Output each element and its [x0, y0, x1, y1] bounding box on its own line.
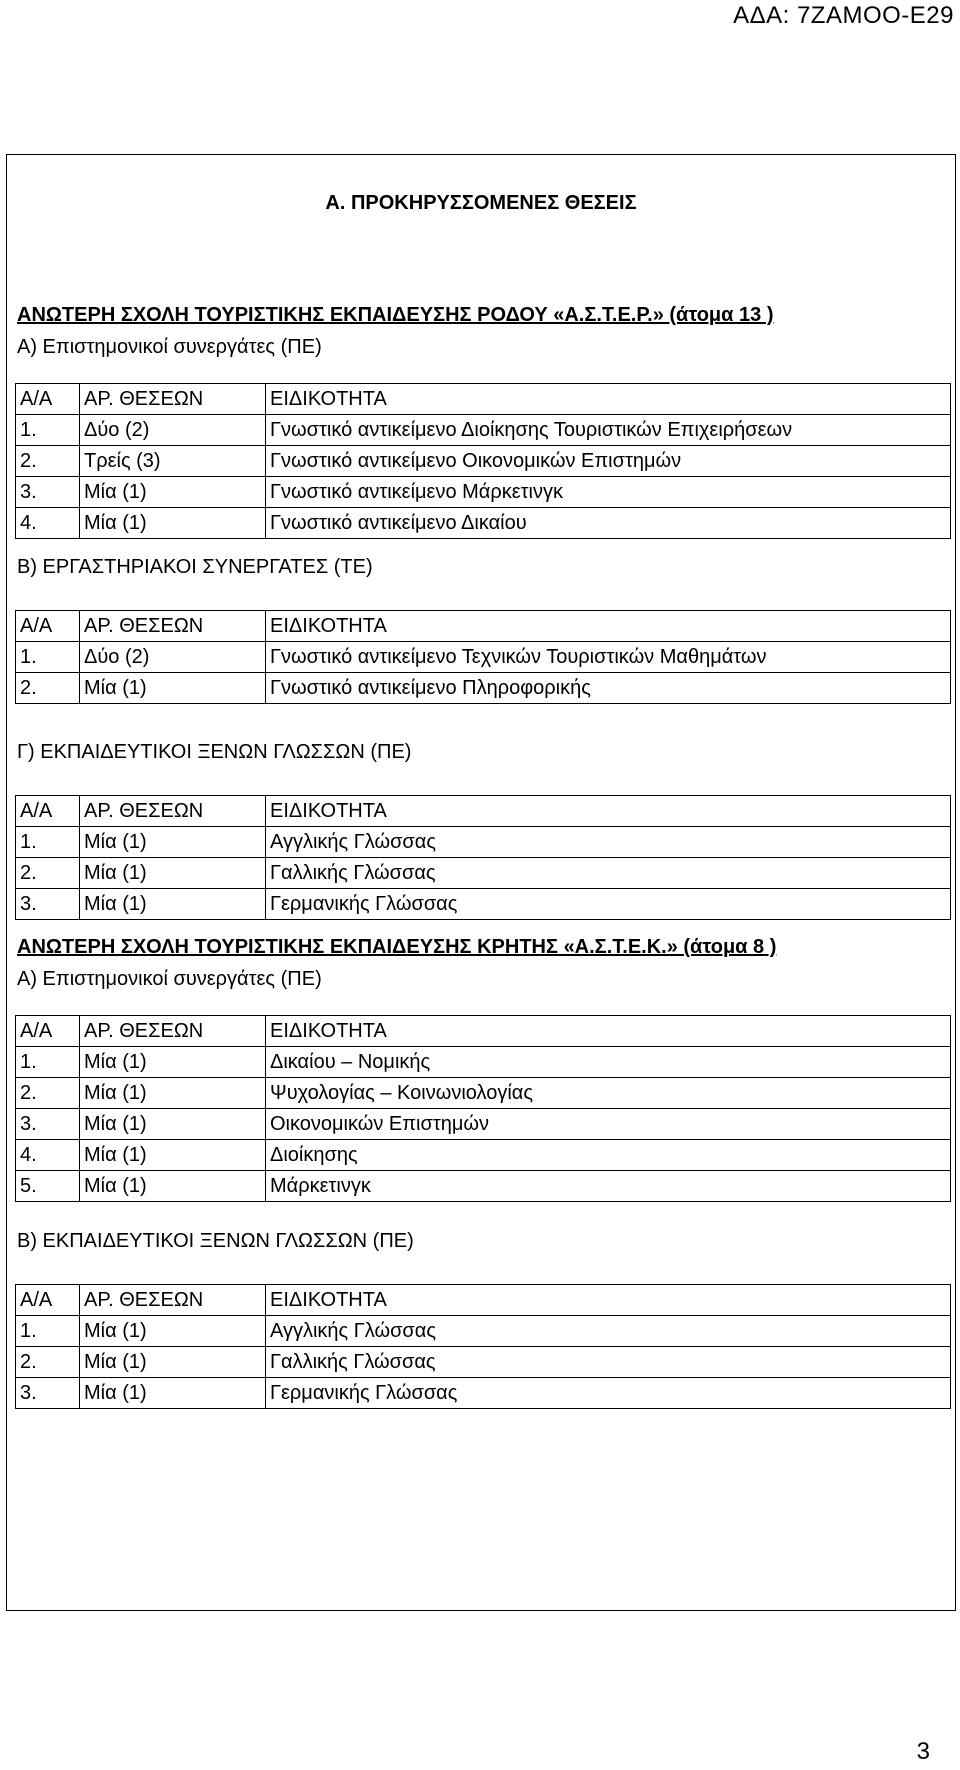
header-positions: ΑΡ. ΘΕΣΕΩΝ — [80, 1016, 266, 1047]
header-positions: ΑΡ. ΘΕΣΕΩΝ — [80, 1285, 266, 1316]
header-aa: Α/Α — [16, 611, 80, 642]
row-number: 1. — [16, 1047, 80, 1078]
table-header-row — [16, 796, 951, 827]
row-number: 1. — [16, 642, 80, 673]
row-number: 4. — [16, 1140, 80, 1171]
header-specialty: ΕΙΔΙΚΟΤΗΤΑ — [266, 611, 951, 642]
row-number: 3. — [16, 477, 80, 508]
table-row — [16, 477, 951, 508]
table-row — [16, 1078, 951, 1109]
header-aa: Α/Α — [16, 384, 80, 415]
row-specialty: Γερμανικής Γλώσσας — [266, 1378, 951, 1409]
table-row — [16, 1347, 951, 1378]
row-number: 1. — [16, 415, 80, 446]
header-aa: Α/Α — [16, 1285, 80, 1316]
row-positions: Μία (1) — [80, 1378, 266, 1409]
table-row — [16, 827, 951, 858]
row-number: 5. — [16, 1171, 80, 1202]
section-title: Β) ΕΡΓΑΣΤΗΡΙΑΚΟΙ ΣΥΝΕΡΓΑΤΕΣ (ΤΕ) — [17, 556, 373, 578]
row-number: 3. — [16, 889, 80, 920]
row-positions: Μία (1) — [80, 858, 266, 889]
row-positions: Δύο (2) — [80, 415, 266, 446]
table-row — [16, 1109, 951, 1140]
table-header-row — [16, 1016, 951, 1047]
row-positions: Μία (1) — [80, 1316, 266, 1347]
header-specialty: ΕΙΔΙΚΟΤΗΤΑ — [266, 1285, 951, 1316]
row-specialty: Αγγλικής Γλώσσας — [266, 1316, 951, 1347]
header-positions: ΑΡ. ΘΕΣΕΩΝ — [80, 611, 266, 642]
section-title: Α) Επιστημονικοί συνεργάτες (ΠΕ) — [17, 968, 322, 990]
row-positions: Δύο (2) — [80, 642, 266, 673]
row-specialty: Γαλλικής Γλώσσας — [266, 858, 951, 889]
row-specialty: Γνωστικό αντικείμενο Δικαίου — [266, 508, 951, 539]
ada-code: ΑΔΑ: 7ΖΑΜΟΟ-Ε29 — [733, 2, 954, 29]
row-positions: Μία (1) — [80, 1078, 266, 1109]
positions-table — [15, 1284, 951, 1409]
row-specialty: Γαλλικής Γλώσσας — [266, 1347, 951, 1378]
table-row — [16, 415, 951, 446]
table-row — [16, 446, 951, 477]
section-title: Β) ΕΚΠΑΙΔΕΥΤΙΚΟΙ ΞΕΝΩΝ ΓΛΩΣΣΩΝ (ΠΕ) — [17, 1230, 414, 1252]
table-row — [16, 508, 951, 539]
header-aa: Α/Α — [16, 796, 80, 827]
row-number: 3. — [16, 1109, 80, 1140]
row-specialty: Γνωστικό αντικείμενο Οικονομικών Επιστημών — [266, 446, 951, 477]
row-number: 2. — [16, 858, 80, 889]
row-positions: Μία (1) — [80, 1347, 266, 1378]
row-specialty: Δικαίου – Νομικής — [266, 1047, 951, 1078]
section-title: Γ) ΕΚΠΑΙΔΕΥΤΙΚΟΙ ΞΕΝΩΝ ΓΛΩΣΣΩΝ (ΠΕ) — [17, 741, 412, 763]
table-row — [16, 1378, 951, 1409]
table-row — [16, 1140, 951, 1171]
row-specialty: Γνωστικό αντικείμενο Τεχνικών Τουριστικών Μαθημάτων — [266, 642, 951, 673]
positions-table — [15, 1015, 951, 1202]
row-specialty: Γνωστικό αντικείμενο Μάρκετινγκ — [266, 477, 951, 508]
header-specialty: ΕΙΔΙΚΟΤΗΤΑ — [266, 1016, 951, 1047]
school-title-crete: ΑΝΩΤΕΡΗ ΣΧΟΛΗ ΤΟΥΡΙΣΤΙΚΗΣ ΕΚΠΑΙΔΕΥΣΗΣ ΚΡΗΤΗΣ «Α.Σ.Τ.Ε.Κ.» (άτομα 8 ) — [17, 936, 777, 958]
row-number: 2. — [16, 1347, 80, 1378]
row-positions: Μία (1) — [80, 477, 266, 508]
row-specialty: Μάρκετινγκ — [266, 1171, 951, 1202]
header-specialty: ΕΙΔΙΚΟΤΗΤΑ — [266, 796, 951, 827]
positions-table — [15, 610, 951, 704]
row-specialty: Γερμανικής Γλώσσας — [266, 889, 951, 920]
page-number: 3 — [916, 1738, 930, 1765]
main-title: Α. ΠΡΟΚΗΡΥΣΣΟΜΕΝΕΣ ΘΕΣΕΙΣ — [325, 192, 637, 214]
row-positions: Μία (1) — [80, 673, 266, 704]
row-specialty: Γνωστικό αντικείμενο Πληροφορικής — [266, 673, 951, 704]
row-number: 4. — [16, 508, 80, 539]
row-positions: Μία (1) — [80, 1171, 266, 1202]
table-row — [16, 642, 951, 673]
header-specialty: ΕΙΔΙΚΟΤΗΤΑ — [266, 384, 951, 415]
table-row — [16, 1171, 951, 1202]
row-specialty: Διοίκησης — [266, 1140, 951, 1171]
table-row — [16, 889, 951, 920]
row-positions: Μία (1) — [80, 1140, 266, 1171]
table-row — [16, 1047, 951, 1078]
table-row — [16, 858, 951, 889]
section-title: Α) Επιστημονικοί συνεργάτες (ΠΕ) — [17, 336, 322, 358]
header-positions: ΑΡ. ΘΕΣΕΩΝ — [80, 796, 266, 827]
row-positions: Μία (1) — [80, 1047, 266, 1078]
table-row — [16, 673, 951, 704]
row-number: 1. — [16, 1316, 80, 1347]
row-positions: Μία (1) — [80, 1109, 266, 1140]
row-positions: Τρείς (3) — [80, 446, 266, 477]
positions-table — [15, 795, 951, 920]
document-frame — [6, 154, 956, 1611]
school-title-rhodes: ΑΝΩΤΕΡΗ ΣΧΟΛΗ ΤΟΥΡΙΣΤΙΚΗΣ ΕΚΠΑΙΔΕΥΣΗΣ ΡΟΔΟΥ «Α.Σ.Τ.Ε.Ρ.» (άτομα 13 ) — [17, 304, 774, 326]
row-specialty: Ψυχολογίας – Κοινωνιολογίας — [266, 1078, 951, 1109]
row-positions: Μία (1) — [80, 889, 266, 920]
row-number: 2. — [16, 1078, 80, 1109]
row-number: 3. — [16, 1378, 80, 1409]
row-positions: Μία (1) — [80, 508, 266, 539]
row-specialty: Αγγλικής Γλώσσας — [266, 827, 951, 858]
row-positions: Μία (1) — [80, 827, 266, 858]
row-number: 2. — [16, 446, 80, 477]
table-row — [16, 1316, 951, 1347]
header-positions: ΑΡ. ΘΕΣΕΩΝ — [80, 384, 266, 415]
row-specialty: Γνωστικό αντικείμενο Διοίκησης Τουριστικών Επιχειρήσεων — [266, 415, 951, 446]
header-aa: Α/Α — [16, 1016, 80, 1047]
table-header-row — [16, 1285, 951, 1316]
row-number: 1. — [16, 827, 80, 858]
table-header-row — [16, 384, 951, 415]
row-number: 2. — [16, 673, 80, 704]
row-specialty: Οικονομικών Επιστημών — [266, 1109, 951, 1140]
table-header-row — [16, 611, 951, 642]
positions-table — [15, 383, 951, 539]
